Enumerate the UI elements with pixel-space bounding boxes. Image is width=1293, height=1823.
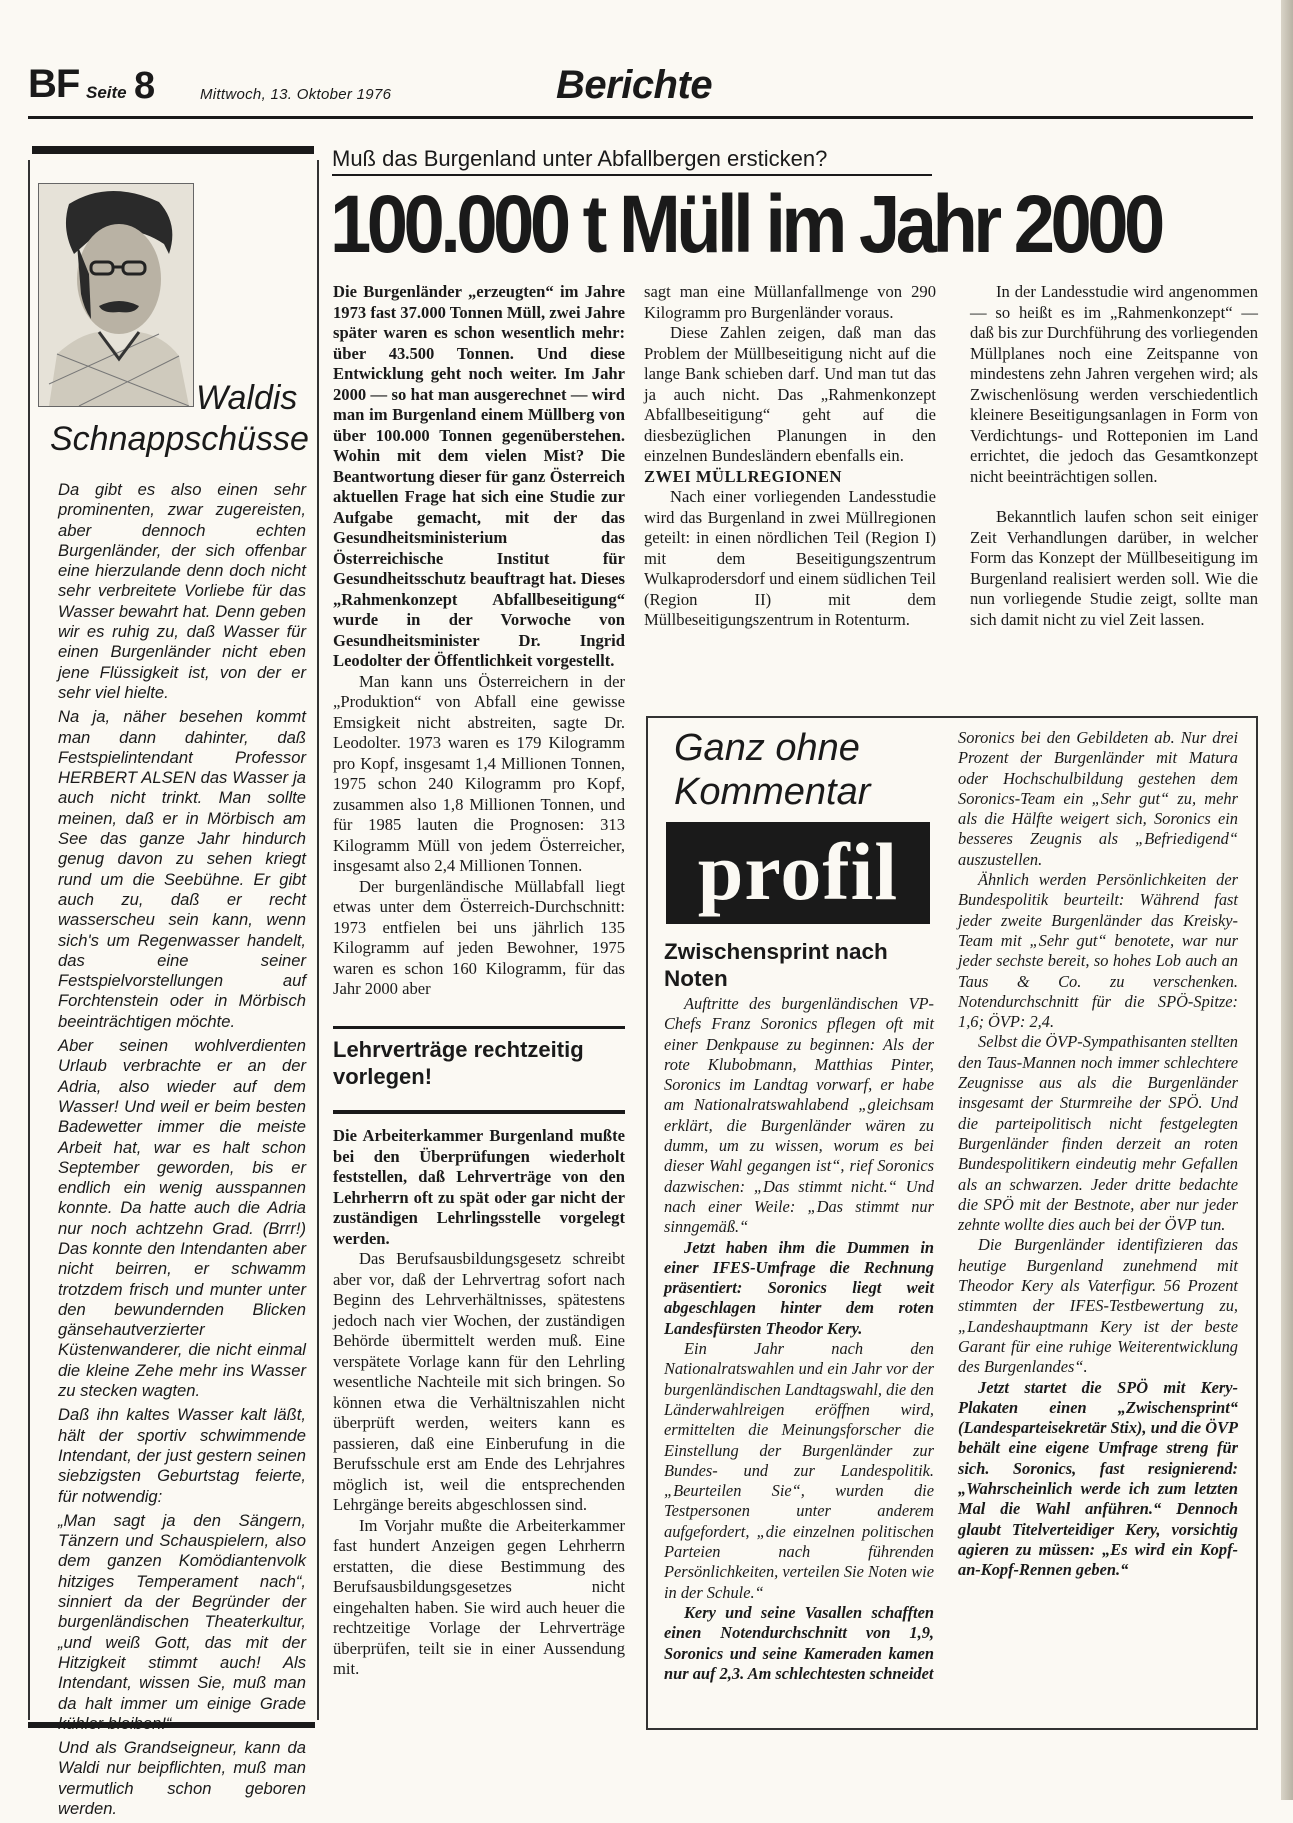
paragraph: sagt man eine Müllanfallmenge von 290 Kilogramm pro Burgenländer voraus. bbox=[644, 282, 936, 322]
profil-column-1 bbox=[664, 994, 934, 1684]
profil-logo bbox=[666, 822, 930, 924]
profil-column-2 bbox=[958, 728, 1238, 1580]
paragraph: Die Burgenländer identifizieren das heutige Burgenland zunehmend mit Theodor Kery als Vaterfigur. 56 Prozent stimmten der IFES-Testbewertung zu, „Landeshauptmann Kery ist der beste Garant für eine ruhige Weiterentwicklung des Burgenlandes“. bbox=[958, 1235, 1238, 1377]
lehr-top-rule bbox=[333, 1026, 625, 1029]
kicker-rule bbox=[332, 174, 932, 176]
article-column-1 bbox=[333, 282, 625, 1000]
paragraph: Der burgenländische Müllabfall liegt etwas unter dem Österreich-Durchschnitt: 1973 entfielen bei uns jährlich 135 Kilogramm auf jeden Bewohner, 1975 waren es schon 160 Kilogramm, für das Jahr 2000 aber bbox=[333, 876, 625, 998]
article-column-2 bbox=[644, 282, 936, 631]
column-top-bar bbox=[32, 146, 314, 154]
column-title-line1: Waldis bbox=[196, 379, 298, 417]
paragraph: Nach einer vorliegenden Landesstudie wird das Burgenland in zwei Müllregionen geteilt: in einen nördlichen Teil (Region I) mit dem Beseitigungszentrum Wulkaprodersdorf und einem südlichen Teil (Region II) mit dem Müllbeseitigungszentrum in Rotenturm. bbox=[644, 487, 936, 629]
paragraph: Im Vorjahr mußte die Arbeiterkammer fast hundert Anzeigen gegen Lehrherrn erstatten, die diese Bestimmung des Berufsausbildungsgesetzes nicht eingehalten haben. Sie wird auch heuer die rechtzeitige Vorlage der Lehrverträge überprüfen, teilt sie in einer Aussendung mit. bbox=[333, 1515, 625, 1678]
paragraph: Das Berufsausbildungsgesetz schreibt aber vor, daß der Lehrvertrag sofort nach Beginn des Lehrverhältnisses, spätestens jedoch nach vier Wochen, der zuständigen Behörde übermittelt werden muß. Eine verspätete Vorlage kann für den Lehrling wesentliche Nachteile mit sich bringen. So können etwa die Verhältniszahlen nicht überprüft werden, weiters kann es passieren, daß eine Einberufung in die Berufsschule erst am Ende des Lehrjahres möglich ist, weil die entsprechenden Lehrgänge bereits abgeschlossen sind. bbox=[333, 1249, 625, 1514]
paragraph: Diese Zahlen zeigen, daß man das Problem der Müllbeseitigung nicht auf die lange Bank schieben darf. Und man tut das ja auch nicht. Das „Rahmenkonzept Abfallbeseitigung“ geht auf die diesbezüglichen Planungen in den einzelnen Bundesländern ebenfalls ein. bbox=[644, 323, 936, 465]
paragraph: Na ja, näher besehen kommt man dann dahinter, daß Festspielintendant Professor HERBERT ALSEN das Wasser ja auch nicht trinkt. Man sollte meinen, daß er in Mörbisch am See das ganze Jahr hindurch genug davon zu sehen kriegt rund um die Seebühne. Er gibt auch zu, daß er recht wasserscheu sein kann, wenn sich's um Regenwasser handelt, das eine seiner Festspielvorstellungen auf Forchtenstein oder in Mörbisch beeinträchtigen möchte. bbox=[58, 707, 306, 1031]
lehr-article-title: Lehrverträge rechtzeitig vorlegen! bbox=[333, 1037, 584, 1089]
section-title: Berichte bbox=[556, 63, 713, 107]
paragraph: Kery und seine Vasallen schafften einen Notendurchschnitt von 1,9, Soronics und seine Kameraden kamen nur auf 2,3. Am schlechtesten schneidet bbox=[664, 1602, 934, 1683]
paragraph: Bekanntlich laufen schon seit einiger Zeit Verhandlungen darüber, in welcher Form das Konzept der Müllbeseitigung im Burgenland realisiert werden soll. Wie die nun vorliegende Studie zeigt, sollte man sich damit nicht zu viel Zeit lassen. bbox=[970, 507, 1258, 629]
page-label: Seite bbox=[86, 83, 127, 102]
article-lead: Die Burgenländer „erzeugten“ im Jahre 1973 fast 37.000 Tonnen Müll, zwei Jahre später waren es schon wesentlich mehr: über 43.500 Tonnen. Und diese Entwicklung geht noch weiter. Im Jahr 2000 — so hat man ausgerechnet — wird man im Burgenland einem Müllberg von über 100.000 Tonnen gegenüberstehen. Wohin mit dem vielen Mist? Die Beantwortung dieser für ganz Österreich aktuellen Frage hat sich eine Studie zur Aufgabe gemacht, mit der das Gesundheitsministerium das Österreichische Institut für Gesundheitsschutz beauftragt hat. Dieses „Rahmenkonzept Abfallbeseitigung“ wurde in der Vorwoche von Gesundheitsminister Dr. Ingrid Leodolter der Öffentlichkeit vorgestellt. bbox=[333, 282, 625, 670]
page-number: 8 bbox=[134, 65, 156, 107]
paragraph: Aber seinen wohlverdienten Urlaub verbrachte er an der Adria, also wieder auf dem Wasser! Und weil er beim besten Badewetter immer die meiste Arbeit hat, war es halt schon September geworden, bis er endlich ein wenig ausspannen konnte. Da hatte auch die Adria nur noch achtzehn Grad. (Brrr!) Das konnte den Intendanten aber nicht beirren, er schwamm trotzdem frisch und munter unter den bewundernden Blicken gänsehautverzierter Küstenwanderer, die nicht einmal die kleine Zehe mehr ins Wasser zu stecken wagten. bbox=[58, 1036, 306, 1401]
paragraph: Ein Jahr nach den Nationalratswahlen und ein Jahr vor der burgenländischen Landtagswahl, die den Länderwahlreigen eröffnen wird, ermittelten die Meinungsforscher die Einstellung der Burgenländer zur Bundes- und zur Landespolitik. „Beurteilen Sie“, wurden die Testpersonen unter anderem aufgefordert, „die einzelnen politischen Parteien nach führenden Persönlichkeiten, verteilen Sie Noten wie in der Schule.“ bbox=[664, 1339, 934, 1602]
paragraph: Auftritte des burgenländischen VP-Chefs Franz Soronics pflegen oft mit einer Denkpause zu beginnen: Als der rote Klubobmann, Matthias Pinter, Soronics im Landtag vorwarf, er habe am Nationalratswahlabend „gleichsam erklärt, die Burgenländer wären zu dumm, um zu wissen, worum es bei dieser Wahl gegangen ist“, rief Soronics dazwischen: „Das stimmt nicht.“ Und nach einer Weile: „Das stimmt nur sinngemäß.“ bbox=[664, 994, 934, 1237]
lehr-lead: Die Arbeiterkammer Burgenland mußte bei den Überprüfungen wiederholt feststellen, daß Lehrverträge von den Lehrherrn oft zu spät oder gar nicht der zuständigen Lehrlingsstelle vorgelegt werden. bbox=[333, 1126, 625, 1248]
waldi-column-text bbox=[58, 480, 306, 1823]
portrait-image bbox=[39, 184, 193, 406]
article-headline: 100.000 t Müll im Jahr 2000 bbox=[330, 179, 1161, 270]
paragraph: In der Landesstudie wird angenommen — so heißt es im „Rahmenkonzept“ — daß bis zur Durchführung des vorliegenden Müllplanes noch eine Zeitspanne von mindestens zehn Jahren vergehen wird; als Zwischenlösung werden verschiedentlich kleinere Beseitigungsanlagen in Form von Verdichtungs- und Rotteponien im Land errichtet, die jedoch das Gesamtkonzept nicht beeinträchtigen sollen. bbox=[970, 282, 1259, 486]
profil-subtitle: Zwischensprint nach Noten bbox=[664, 939, 888, 991]
column-title-line2: Schnappschüsse bbox=[50, 420, 309, 458]
newspaper-logo: BF bbox=[28, 62, 80, 106]
paragraph: „Man sagt ja den Sängern, Tänzern und Schauspielern, also dem ganzen Komödiantenvolk hitziges Temperament nach“, sinniert da der Begründer der burgenländischen Theaterkultur, „und weiß Gott, das mit der Hitzigkeit stimmt auch! Als Intendant, wissen Sie, muß man da halt immer um einige Grade bbox=[58, 1510, 306, 1713]
paragraph: Soronics bei den Gebildeten ab. Nur drei Prozent der Burgenländer mit Matura oder Hochschulbildung gestehen dem Soronics-Team ein „Sehr gut“ zu, mehr als die Hälfte weigert sich, Soronics ein besseres Zeugnis als „Befriedigend“ auszustellen. bbox=[958, 728, 1238, 869]
masthead-rule bbox=[28, 116, 1253, 119]
lehr-article-text bbox=[333, 1126, 625, 1680]
column-bottom-bar bbox=[28, 1722, 315, 1728]
issue-date: Mittwoch, 13. Oktober 1976 bbox=[200, 86, 392, 103]
article-column-3 bbox=[970, 282, 1258, 630]
paragraph: Ähnlich werden Persönlichkeiten der Bundespolitik beurteilt: Während fast jeder zweite Burgenländer das Kreisky-Team mit „Sehr gut“ benotete, war nur jeder sechste bereit, so hohes Lob auch an Taus & Co. zu verschenken. Notendurchschnitt für die SPÖ-Spitze: 1,6; ÖVP: 2,4. bbox=[958, 870, 1238, 1032]
lehr-title-rule bbox=[333, 1110, 625, 1114]
profil-box-title: Ganz ohne Kommentar bbox=[674, 727, 871, 813]
article-kicker: Muß das Burgenland unter Abfallbergen ersticken? bbox=[332, 146, 828, 171]
paragraph: Jetzt haben ihm die Dummen in einer IFES-Umfrage die Rechnung präsentiert: Soronics liegt weit abgeschlagen hinter dem roten Landesfürsten Theodor Kery. bbox=[664, 1237, 934, 1338]
paragraph: Jetzt startet die SPÖ mit Kery-Plakaten einen „Zwischensprint“ (Landesparteisekretär Stix), und die ÖVP behält eine eigene Umfrage streng für sich. Soronics, fast resignierend: „Wahrscheinlich werde ich zum letzten Mal die Wahl anführen.“ Dennoch glaubt Titelverteidiger Kery, vorsichtig agieren zu müssen: „Es wird ein Kopf-an-Kopf-Rennen geben.“ bbox=[958, 1377, 1239, 1580]
paragraph: Man kann uns Österreichern in der „Produktion“ von Abfall eine gewisse Emsigkeit nicht abstreiten, sagte Dr. Leodolter. 1973 waren es 179 Kilogramm pro Kopf, insgesamt 1,4 Millionen Tonnen, 1975 schon 240 Kilogramm pro Kopf, zusammen also 1,8 Millionen Tonnen, und für 1985 lauten die Prognosen: 313 Kilogramm Müll von jedem Österreicher, insgesamt also 2,4 Millionen Tonnen. bbox=[333, 671, 625, 875]
portrait-photo bbox=[38, 183, 194, 407]
paragraph: Daß ihn kaltes Wasser kalt läßt, hält der sportiv schwimmende Intendant, der just gestern seinen siebzigsten Geburtstag feierte, für notwendig: bbox=[58, 1405, 306, 1506]
page-edge bbox=[1281, 0, 1293, 1800]
paragraph: Selbst die ÖVP-Sympathisanten stellten den Taus-Mannen noch immer schlechtere Zeugnisse aus als die Burgenländer insgesamt der Sturmreihe der SPÖ. Und die parteipolitisch nicht festgelegten Burgenländer finden derzeit an roten Bundespolitikern eindeutig mehr Gefallen als an schwarzen. Jeder dritte bedachte die SPÖ mit der Bestnote, aber nur jeder zehnte wollte dies auch bei der ÖVP tun. bbox=[958, 1032, 1238, 1235]
paragraph: Da gibt es also einen sehr prominenten, zwar zugereisten, aber dennoch echten Burgenländer, der sich offenbar eine hierzulande denn doch nicht sehr verbreitete Vorliebe für das Wasser bewahrt hat. Denn geben wir es ruhig zu, daß Wasser für einen Burgenländer nicht eben jene Flüssigkeit ist, von der er sehr viel hielte. bbox=[58, 480, 306, 702]
profil-logo-text: profil bbox=[697, 826, 899, 917]
paragraph: Und als Grandseigneur, kann da Waldi nur beipflichten, muß man vermutlich schon geboren werden. bbox=[58, 1738, 306, 1818]
article-subhead: ZWEI MÜLLREGIONEN bbox=[644, 466, 842, 486]
